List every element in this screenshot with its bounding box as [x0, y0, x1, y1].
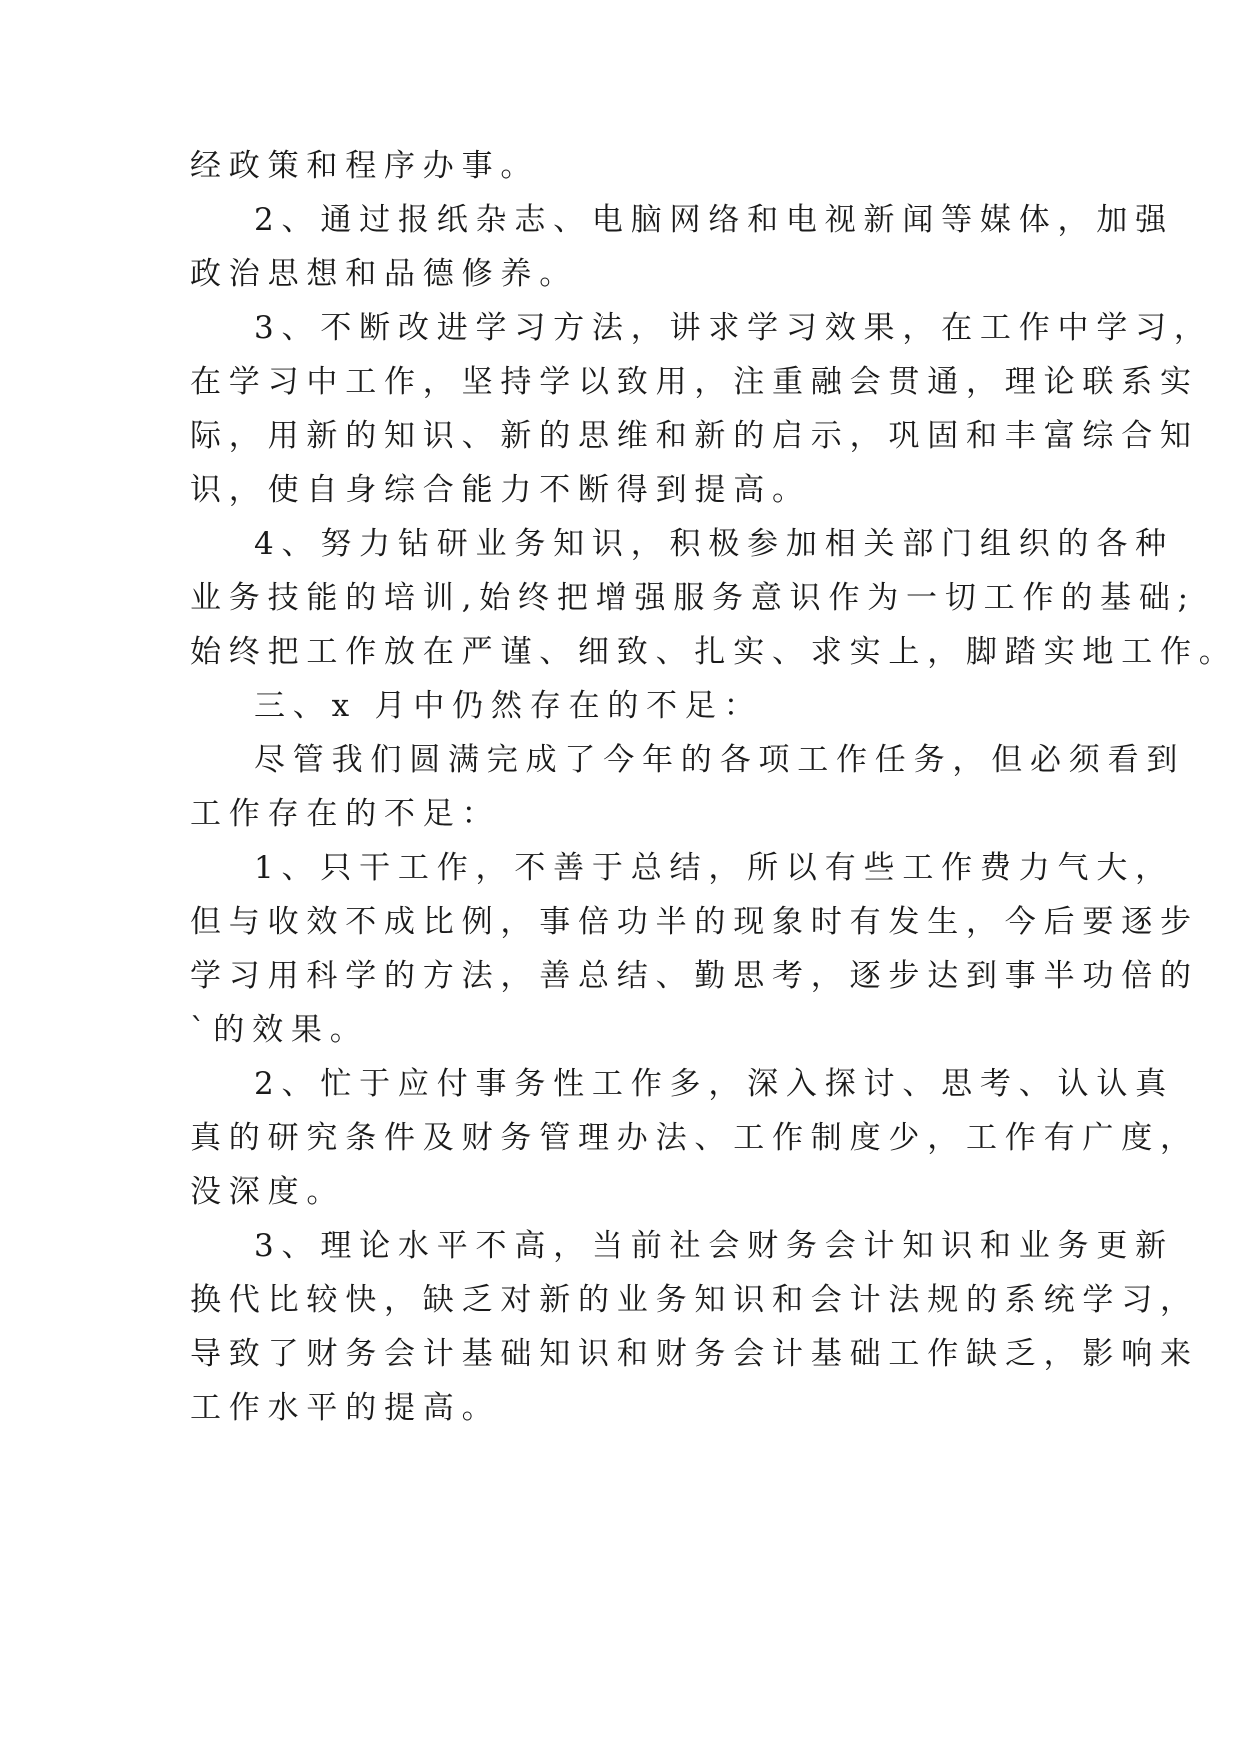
text-line: 学习用科学的方法，善总结、勤思考，逐步达到事半功倍的	[190, 958, 1199, 994]
text-line: 没深度。	[190, 1174, 346, 1210]
text-line: 2、忙于应付事务性工作多，深入探讨、思考、认认真	[254, 1066, 1174, 1102]
text-line: 真的研究条件及财务管理办法、工作制度少，工作有广度，	[190, 1120, 1199, 1156]
text-line: `的效果。	[190, 1012, 369, 1048]
text-line: 工作水平的提高。	[190, 1390, 501, 1426]
text-line: 4、努力钻研业务知识，积极参加相关部门组织的各种	[254, 526, 1174, 562]
text-line: 3、理论水平不高，当前社会财务会计知识和业务更新	[254, 1228, 1174, 1264]
text-line: 但与收效不成比例，事倍功半的现象时有发生，今后要逐步	[190, 904, 1199, 940]
text-line: 导致了财务会计基础知识和财务会计基础工作缺乏，影响来	[190, 1336, 1199, 1372]
text-line: 政治思想和品德修养。	[190, 256, 578, 292]
text-line: 识，使自身综合能力不断得到提高。	[190, 472, 811, 508]
section-heading: 三、x 月中仍然存在的不足：	[254, 688, 763, 724]
text-line: 业务技能的培训,始终把增强服务意识作为一切工作的基础;	[190, 580, 1196, 616]
text-line: 经政策和程序办事。	[190, 148, 540, 184]
text-line: 始终把工作放在严谨、细致、扎实、求实上，脚踏实地工作。	[190, 634, 1238, 670]
text-line: 在学习中工作，坚持学以致用，注重融会贯通，理论联系实	[190, 364, 1199, 400]
text-line: 1、只干工作，不善于总结，所以有些工作费力气大，	[254, 850, 1174, 886]
text-line: 际，用新的知识、新的思维和新的启示，巩固和丰富综合知	[190, 418, 1199, 454]
text-line: 2、通过报纸杂志、电脑网络和电视新闻等媒体，加强	[254, 202, 1174, 238]
text-line: 尽管我们圆满完成了今年的各项工作任务，但必须看到	[254, 742, 1186, 778]
text-line: 3、不断改进学习方法，讲求学习效果，在工作中学习，	[254, 310, 1213, 346]
text-line: 换代比较快，缺乏对新的业务知识和会计法规的系统学习，	[190, 1282, 1199, 1318]
text-line: 工作存在的不足：	[190, 796, 501, 832]
